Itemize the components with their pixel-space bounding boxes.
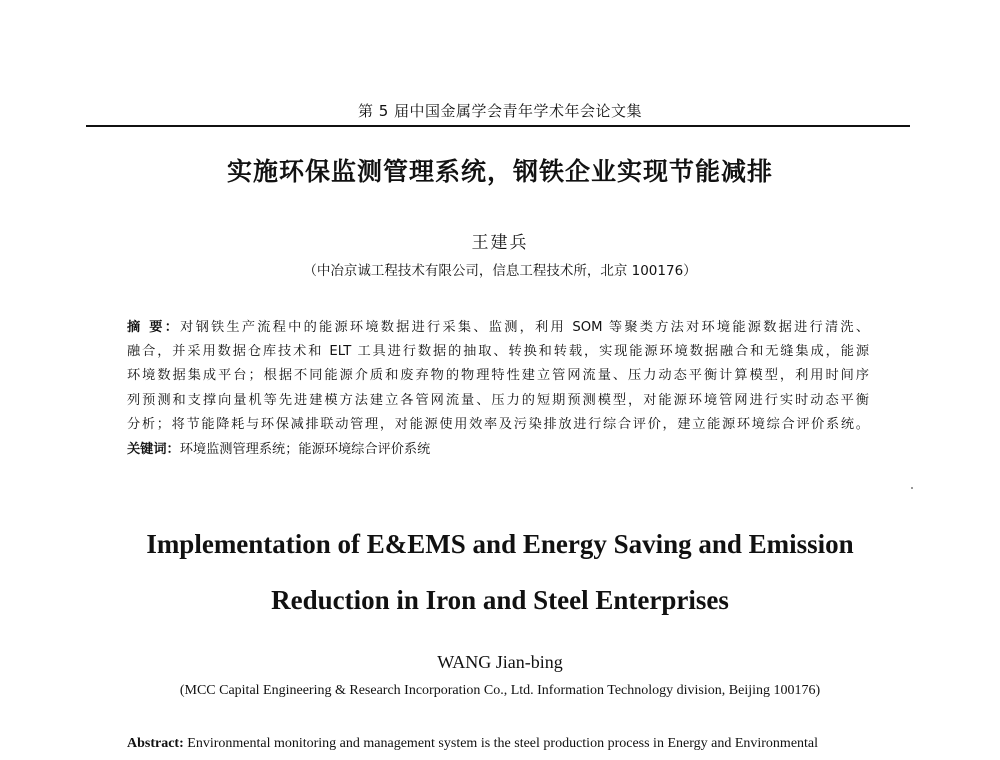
english-title-line2: Reduction in Iron and Steel Enterprises — [271, 585, 729, 615]
chinese-title: 实施环保监测管理系统，钢铁企业实现节能减排 — [226, 157, 773, 186]
english-title-line1: Implementation of E&EMS and Energy Saving and Emission — [146, 529, 854, 559]
chinese-abstract — [127, 316, 869, 437]
chinese-keywords-label: 关键词： — [127, 442, 180, 457]
header-rule — [86, 125, 910, 127]
english-abstract — [127, 736, 887, 752]
chinese-keywords — [127, 438, 869, 462]
english-title — [0, 516, 1000, 628]
scan-speck — [911, 487, 913, 489]
chinese-abstract-line: 列预测和支撑向量机等先进建模方法建立各管网流量、压力的短期预测模型，对能源环境管网进行实时动态平衡 — [127, 392, 869, 408]
chinese-keywords-text: 环境监测管理系统；能源环境综合评价系统 — [179, 442, 431, 457]
chinese-abstract-text: 对钢铁生产流程中的能源环境数据进行采集、监测，利用 SOM 等聚类方法对环境能源数据进行清洗、 — [180, 320, 870, 335]
english-abstract-text: Environmental monitoring and management system is the steel production process in Energy and Environmental — [183, 736, 819, 751]
chinese-abstract-label: 摘 要： — [127, 320, 181, 335]
chinese-abstract-line: 环境数据集成平台；根据不同能源介质和废弃物的物理特性建立管网流量、压力动态平衡计算模型，利用时间序 — [127, 368, 869, 384]
english-affiliation: (MCC Capital Engineering & Research Incorporation Co., Ltd. Information Technology division, Beijing 100176) — [179, 683, 821, 698]
english-abstract-label: Abstract: — [127, 736, 184, 751]
running-header: 第 5 届中国金属学会青年学术年会论文集 — [357, 102, 643, 120]
chinese-affiliation: （中冶京诚工程技术有限公司，信息工程技术所，北京 100176） — [303, 263, 697, 279]
chinese-author: 王建兵 — [471, 233, 529, 253]
english-author: WANG Jian-bing — [437, 652, 563, 672]
chinese-abstract-line — [127, 316, 869, 340]
chinese-abstract-line: 分析；将节能降耗与环保减排联动管理，对能源使用效率及污染排放进行综合评价，建立能源环境综合评价系统。 — [127, 416, 869, 432]
chinese-abstract-line: 融合，并采用数据仓库技术和 ELT 工具进行数据的抽取、转换和转载，实现能源环境数据融合和无缝集成，能源 — [127, 344, 869, 360]
